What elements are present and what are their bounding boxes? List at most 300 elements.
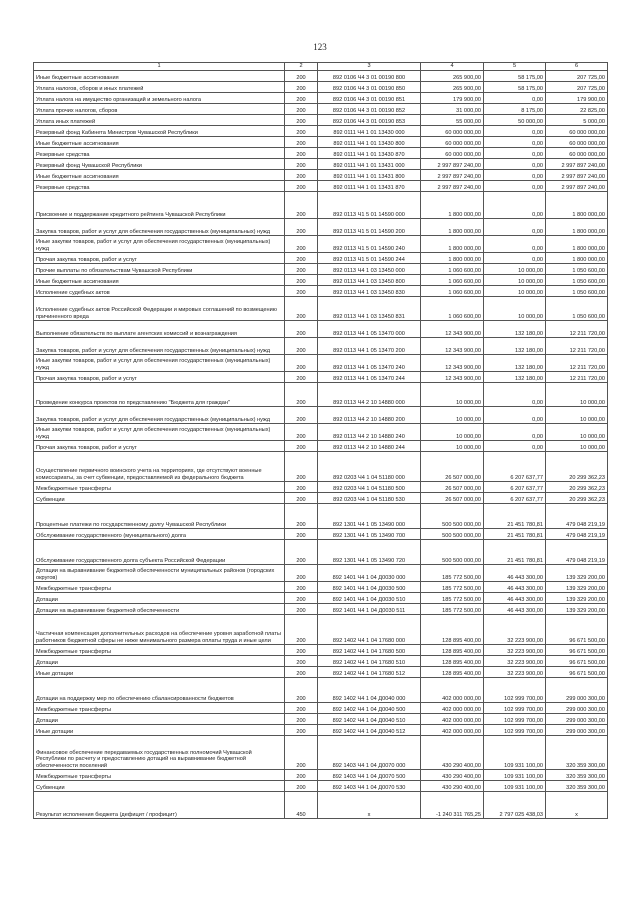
value-col4: 10 000,00 xyxy=(421,424,484,441)
line-code: 200 xyxy=(285,148,318,159)
value-col4: 26 507 000,00 xyxy=(421,493,484,504)
value-col4: 1 060 600,00 xyxy=(421,297,484,321)
classification-code: 892 0113 Ч4 2 10 14880 244 xyxy=(318,441,421,452)
page-number: 123 xyxy=(313,42,327,52)
value-col5: 109 931 100,00 xyxy=(484,736,546,770)
row-name: Межбюджетные трансферты xyxy=(34,703,285,714)
row-name: Закупка товаров, работ и услуг для обеспечения государственных (муниципальных) нужд xyxy=(34,407,285,424)
value-col5: 0,00 xyxy=(484,126,546,137)
table-row xyxy=(34,441,608,452)
classification-code: 892 0113 Ч4 1 05 13470 244 xyxy=(318,372,421,383)
row-name: Исполнение судебных актов Российской Федерации и мировых соглашений по возмещению причиненного вреда xyxy=(34,297,285,321)
value-col4: 60 000 000,00 xyxy=(421,126,484,137)
value-col4: 185 772 500,00 xyxy=(421,593,484,604)
value-col5: 102 999 700,00 xyxy=(484,725,546,736)
classification-code: 892 0111 Ч4 1 01 13430 000 xyxy=(318,126,421,137)
value-col6: 1 800 000,00 xyxy=(546,236,608,253)
value-col5: 58 175,00 xyxy=(484,71,546,82)
value-col4: 10 000,00 xyxy=(421,383,484,407)
classification-code: 892 0111 Ч4 1 01 13431 800 xyxy=(318,170,421,181)
value-col4: 1 060 600,00 xyxy=(421,286,484,297)
value-col5: 102 999 700,00 xyxy=(484,678,546,703)
value-col5: 32 223 900,00 xyxy=(484,645,546,656)
row-name: Иные бюджетные ассигнования xyxy=(34,71,285,82)
value-col4: 12 343 900,00 xyxy=(421,355,484,372)
value-col6: 207 725,00 xyxy=(546,71,608,82)
value-col5: 132 180,00 xyxy=(484,321,546,338)
value-col5: 102 999 700,00 xyxy=(484,703,546,714)
value-col6: 139 329 200,00 xyxy=(546,593,608,604)
row-name: Иные закупки товаров, работ и услуг для обеспечения государственных (муниципальных) нужд xyxy=(34,424,285,441)
value-col4: 60 000 000,00 xyxy=(421,137,484,148)
row-name: Межбюджетные трансферты xyxy=(34,645,285,656)
table-row xyxy=(34,192,608,219)
table-row xyxy=(34,275,608,286)
value-col6: 60 000 000,00 xyxy=(546,137,608,148)
classification-code: 892 1401 Ч4 1 04 Д0030 000 xyxy=(318,565,421,582)
value-col6: 299 000 300,00 xyxy=(546,725,608,736)
value-col6: 1 050 600,00 xyxy=(546,297,608,321)
table-row xyxy=(34,82,608,93)
value-col6: 139 329 200,00 xyxy=(546,565,608,582)
value-col6: 139 329 200,00 xyxy=(546,604,608,615)
value-col6: 1 800 000,00 xyxy=(546,219,608,236)
classification-code: 892 1403 Ч4 1 04 Д0070 500 xyxy=(318,770,421,781)
line-code: 200 xyxy=(285,615,318,645)
value-col5: 10 000,00 xyxy=(484,297,546,321)
table-row xyxy=(34,321,608,338)
table-row xyxy=(34,372,608,383)
table-row xyxy=(34,529,608,540)
classification-code: 892 1402 Ч4 1 04 Д0040 500 xyxy=(318,703,421,714)
value-col4: 430 290 400,00 xyxy=(421,781,484,792)
row-name: Прочие выплаты по обязательствам Чувашской Республики xyxy=(34,264,285,275)
row-name: Субвенции xyxy=(34,781,285,792)
classification-code: 892 1301 Ч4 1 05 13490 700 xyxy=(318,529,421,540)
row-name: Обслуживание государственного долга субъекта Российской Федерации xyxy=(34,540,285,565)
value-col5: 0,00 xyxy=(484,93,546,104)
table-row xyxy=(34,615,608,645)
table-row xyxy=(34,604,608,615)
row-name: Закупка товаров, работ и услуг для обеспечения государственных (муниципальных) нужд xyxy=(34,338,285,355)
line-code: 200 xyxy=(285,504,318,529)
value-col5: 46 443 300,00 xyxy=(484,604,546,615)
value-col4: 2 997 897 240,00 xyxy=(421,181,484,192)
table-row xyxy=(34,236,608,253)
line-code: 200 xyxy=(285,219,318,236)
value-col6: 10 000,00 xyxy=(546,407,608,424)
row-name: Дотации на выравнивание бюджетной обеспеченности муниципальных районов (городских округов) xyxy=(34,565,285,582)
classification-code: 892 0113 Ч1 5 01 14590 000 xyxy=(318,192,421,219)
line-code: 200 xyxy=(285,264,318,275)
row-name: Иные бюджетные ассигнования xyxy=(34,170,285,181)
row-name: Резервные средства xyxy=(34,181,285,192)
value-col4: 402 000 000,00 xyxy=(421,714,484,725)
classification-code: 892 0113 Ч1 5 01 14590 240 xyxy=(318,236,421,253)
value-col6: 299 000 300,00 xyxy=(546,703,608,714)
value-col4: 1 800 000,00 xyxy=(421,236,484,253)
classification-code: 892 0106 Ч4 3 01 00190 800 xyxy=(318,71,421,82)
line-code: 200 xyxy=(285,236,318,253)
row-name: Дотации xyxy=(34,714,285,725)
value-col4: 1 800 000,00 xyxy=(421,219,484,236)
line-code: 450 xyxy=(285,792,318,819)
classification-code: 892 0203 Ч4 1 04 51180 000 xyxy=(318,452,421,482)
value-col5: 0,00 xyxy=(484,424,546,441)
value-col6: 10 000,00 xyxy=(546,441,608,452)
row-name: Уплата налога на имущество организаций и земельного налога xyxy=(34,93,285,104)
line-code: 200 xyxy=(285,181,318,192)
row-name: Дотации на поддержку мер по обеспечению сбалансированности бюджетов xyxy=(34,678,285,703)
classification-code: 892 1403 Ч4 1 04 Д0070 530 xyxy=(318,781,421,792)
table-row xyxy=(34,540,608,565)
value-col6: 2 997 897 240,00 xyxy=(546,170,608,181)
value-col6: 96 671 500,00 xyxy=(546,667,608,678)
value-col6: 1 050 600,00 xyxy=(546,275,608,286)
value-col5: 46 443 300,00 xyxy=(484,593,546,604)
line-code: 200 xyxy=(285,297,318,321)
table-row xyxy=(34,452,608,482)
table-row xyxy=(34,137,608,148)
row-name: Прочая закупка товаров, работ и услуг xyxy=(34,253,285,264)
classification-code: 892 0113 Ч4 1 05 13470 240 xyxy=(318,355,421,372)
line-code: 200 xyxy=(285,253,318,264)
line-code: 200 xyxy=(285,452,318,482)
value-col4: 128 895 400,00 xyxy=(421,645,484,656)
value-col5: 46 443 300,00 xyxy=(484,582,546,593)
table-row xyxy=(34,286,608,297)
value-col6: 96 671 500,00 xyxy=(546,656,608,667)
line-code: 200 xyxy=(285,407,318,424)
classification-code: 892 1403 Ч4 1 04 Д0070 000 xyxy=(318,736,421,770)
line-code: 200 xyxy=(285,137,318,148)
table-row xyxy=(34,126,608,137)
row-name: Резервный фонд Кабинета Министров Чувашской Республики xyxy=(34,126,285,137)
value-col5: 0,00 xyxy=(484,219,546,236)
row-name: Резервный фонд Чувашской Республики xyxy=(34,159,285,170)
row-name: Результат исполнения бюджета (дефицит / профицит) xyxy=(34,792,285,819)
table-row xyxy=(34,181,608,192)
value-col5: 0,00 xyxy=(484,170,546,181)
column-header: 1 xyxy=(34,63,285,71)
line-code: 200 xyxy=(285,159,318,170)
table-row xyxy=(34,383,608,407)
table-row xyxy=(34,645,608,656)
row-name: Дотации xyxy=(34,593,285,604)
value-col6: 20 299 362,23 xyxy=(546,493,608,504)
classification-code: 892 1401 Ч4 1 04 Д0030 510 xyxy=(318,593,421,604)
classification-code: 892 0111 Ч4 1 01 13431 000 xyxy=(318,159,421,170)
table-row xyxy=(34,170,608,181)
value-col5: 132 180,00 xyxy=(484,372,546,383)
line-code: 200 xyxy=(285,678,318,703)
column-header: 5 xyxy=(484,63,546,71)
table-row xyxy=(34,219,608,236)
row-name: Иные закупки товаров, работ и услуг для обеспечения государственных (муниципальных) нужд xyxy=(34,355,285,372)
classification-code: 892 1301 Ч4 1 05 13490 720 xyxy=(318,540,421,565)
table-row xyxy=(34,253,608,264)
line-code: 200 xyxy=(285,338,318,355)
row-name: Межбюджетные трансферты xyxy=(34,582,285,593)
value-col6: 1 800 000,00 xyxy=(546,192,608,219)
table-row xyxy=(34,565,608,582)
table-row xyxy=(34,703,608,714)
value-col6: 1 800 000,00 xyxy=(546,253,608,264)
table-row xyxy=(34,781,608,792)
value-col6: 299 000 300,00 xyxy=(546,714,608,725)
line-code: 200 xyxy=(285,286,318,297)
line-code: 200 xyxy=(285,424,318,441)
value-col4: 265 900,00 xyxy=(421,71,484,82)
row-name: Резервные средства xyxy=(34,148,285,159)
classification-code: 892 1301 Ч4 1 05 13490 000 xyxy=(318,504,421,529)
classification-code: 892 0113 Ч4 2 10 14880 240 xyxy=(318,424,421,441)
classification-code: 892 0113 Ч4 1 03 13450 830 xyxy=(318,286,421,297)
line-code: 200 xyxy=(285,275,318,286)
value-col6: х xyxy=(546,792,608,819)
value-col6: 320 359 300,00 xyxy=(546,770,608,781)
line-code: 200 xyxy=(285,482,318,493)
line-code: 200 xyxy=(285,593,318,604)
row-name: Иные дотации xyxy=(34,667,285,678)
table-row xyxy=(34,338,608,355)
table-body xyxy=(34,71,608,819)
value-col6: 12 211 720,00 xyxy=(546,338,608,355)
value-col4: 128 895 400,00 xyxy=(421,667,484,678)
row-name: Проведение конкурса проектов по представлению "Бюджета для граждан" xyxy=(34,383,285,407)
line-code: 200 xyxy=(285,126,318,137)
row-name: Иные бюджетные ассигнования xyxy=(34,275,285,286)
classification-code: 892 0203 Ч4 1 04 51180 500 xyxy=(318,482,421,493)
classification-code: 892 0113 Ч4 1 03 13450 831 xyxy=(318,297,421,321)
table-row xyxy=(34,482,608,493)
value-col4: 31 000,00 xyxy=(421,104,484,115)
table-row xyxy=(34,355,608,372)
line-code: 200 xyxy=(285,383,318,407)
value-col4: 1 060 600,00 xyxy=(421,275,484,286)
value-col4: 26 507 000,00 xyxy=(421,482,484,493)
value-col4: 430 290 400,00 xyxy=(421,770,484,781)
value-col5: 8 175,00 xyxy=(484,104,546,115)
value-col4: 265 900,00 xyxy=(421,82,484,93)
line-code: 200 xyxy=(285,529,318,540)
table-row xyxy=(34,297,608,321)
value-col4: 500 500 000,00 xyxy=(421,504,484,529)
classification-code: 892 0113 Ч4 1 05 13470 200 xyxy=(318,338,421,355)
value-col6: 12 211 720,00 xyxy=(546,372,608,383)
classification-code: 892 0106 Ч4 3 01 00190 853 xyxy=(318,115,421,126)
classification-code: 892 0111 Ч4 1 01 13430 800 xyxy=(318,137,421,148)
value-col6: 479 048 219,19 xyxy=(546,529,608,540)
value-col6: 20 299 362,23 xyxy=(546,452,608,482)
table-row xyxy=(34,593,608,604)
value-col4: -1 240 311 765,25 xyxy=(421,792,484,819)
value-col6: 207 725,00 xyxy=(546,82,608,93)
value-col5: 21 451 780,81 xyxy=(484,540,546,565)
classification-code: 892 1402 Ч4 1 04 Д0040 000 xyxy=(318,678,421,703)
value-col5: 0,00 xyxy=(484,148,546,159)
row-name: Межбюджетные трансферты xyxy=(34,770,285,781)
row-name: Иные закупки товаров, работ и услуг для обеспечения государственных (муниципальных) нужд xyxy=(34,236,285,253)
value-col4: 2 997 897 240,00 xyxy=(421,159,484,170)
classification-code: 892 1402 Ч4 1 04 17680 500 xyxy=(318,645,421,656)
classification-code: 892 1402 Ч4 1 04 Д0040 512 xyxy=(318,725,421,736)
line-code: 200 xyxy=(285,192,318,219)
row-name: Дотации xyxy=(34,656,285,667)
table-row xyxy=(34,493,608,504)
row-name: Иные бюджетные ассигнования xyxy=(34,137,285,148)
value-col6: 179 900,00 xyxy=(546,93,608,104)
value-col6: 479 048 219,19 xyxy=(546,504,608,529)
row-name: Осуществление первичного воинского учета на территориях, где отсутствуют военные комиссариаты, за счет субвенции, предоставляемой из федерального бюджета xyxy=(34,452,285,482)
value-col6: 60 000 000,00 xyxy=(546,126,608,137)
classification-code: 892 1402 Ч4 1 04 Д0040 510 xyxy=(318,714,421,725)
value-col4: 128 895 400,00 xyxy=(421,656,484,667)
row-name: Дотации на выравнивание бюджетной обеспеченности xyxy=(34,604,285,615)
table-row xyxy=(34,104,608,115)
value-col5: 10 000,00 xyxy=(484,286,546,297)
value-col4: 402 000 000,00 xyxy=(421,725,484,736)
row-name: Уплата прочих налогов, сборов xyxy=(34,104,285,115)
row-name: Финансовое обеспечение передаваемых государственных полномочий Чувашской Республики по расчету и предоставлению дотаций на выравнивание бюджетной обеспеченности поселений xyxy=(34,736,285,770)
row-name: Прочая закупка товаров, работ и услуг xyxy=(34,441,285,452)
table-row xyxy=(34,407,608,424)
value-col4: 430 290 400,00 xyxy=(421,736,484,770)
value-col6: 1 050 600,00 xyxy=(546,286,608,297)
column-header: 6 xyxy=(546,63,608,71)
value-col4: 10 000,00 xyxy=(421,407,484,424)
value-col6: 10 000,00 xyxy=(546,383,608,407)
line-code: 200 xyxy=(285,656,318,667)
value-col5: 58 175,00 xyxy=(484,82,546,93)
classification-code: 892 0113 Ч4 1 03 13450 800 xyxy=(318,275,421,286)
classification-code: 892 1402 Ч4 1 04 17680 510 xyxy=(318,656,421,667)
row-name: Прочая закупка товаров, работ и услуг xyxy=(34,372,285,383)
line-code: 200 xyxy=(285,582,318,593)
value-col5: 0,00 xyxy=(484,383,546,407)
value-col6: 10 000,00 xyxy=(546,424,608,441)
column-header: 3 xyxy=(318,63,421,71)
line-code: 200 xyxy=(285,604,318,615)
row-name: Закупка товаров, работ и услуг для обеспечения государственных (муниципальных) нужд xyxy=(34,219,285,236)
value-col5: 0,00 xyxy=(484,181,546,192)
value-col6: 12 211 720,00 xyxy=(546,355,608,372)
value-col6: 320 359 300,00 xyxy=(546,781,608,792)
line-code: 200 xyxy=(285,703,318,714)
table-row xyxy=(34,678,608,703)
value-col6: 22 825,00 xyxy=(546,104,608,115)
classification-code: 892 1402 Ч4 1 04 17680 512 xyxy=(318,667,421,678)
classification-code: 892 0106 Ч4 3 01 00190 850 xyxy=(318,82,421,93)
table-row xyxy=(34,792,608,819)
line-code: 200 xyxy=(285,667,318,678)
classification-code: 892 0113 Ч4 2 10 14880 000 xyxy=(318,383,421,407)
value-col4: 1 800 000,00 xyxy=(421,253,484,264)
row-name: Присвоение и поддержание кредитного рейтинга Чувашской Республики xyxy=(34,192,285,219)
value-col5: 21 451 780,81 xyxy=(484,504,546,529)
value-col5: 32 223 900,00 xyxy=(484,656,546,667)
classification-code: 892 0203 Ч4 1 04 51180 530 xyxy=(318,493,421,504)
value-col5: 109 931 100,00 xyxy=(484,770,546,781)
value-col4: 10 000,00 xyxy=(421,441,484,452)
value-col5: 0,00 xyxy=(484,192,546,219)
value-col5: 102 999 700,00 xyxy=(484,714,546,725)
line-code: 200 xyxy=(285,71,318,82)
row-name: Уплата иных платежей xyxy=(34,115,285,126)
classification-code: 892 1401 Ч4 1 04 Д0030 500 xyxy=(318,582,421,593)
row-name: Межбюджетные трансферты xyxy=(34,482,285,493)
value-col6: 96 671 500,00 xyxy=(546,615,608,645)
value-col5: 6 207 637,77 xyxy=(484,493,546,504)
value-col5: 50 000,00 xyxy=(484,115,546,126)
line-code: 200 xyxy=(285,493,318,504)
value-col5: 46 443 300,00 xyxy=(484,565,546,582)
value-col4: 26 507 000,00 xyxy=(421,452,484,482)
classification-code: 892 0113 Ч4 1 05 13470 000 xyxy=(318,321,421,338)
line-code: 200 xyxy=(285,645,318,656)
line-code: 200 xyxy=(285,441,318,452)
column-header: 2 xyxy=(285,63,318,71)
line-code: 200 xyxy=(285,372,318,383)
value-col4: 1 060 600,00 xyxy=(421,264,484,275)
table-header-row xyxy=(34,63,608,71)
value-col6: 60 000 000,00 xyxy=(546,148,608,159)
value-col6: 1 050 600,00 xyxy=(546,264,608,275)
row-name: Уплата налогов, сборов и иных платежей xyxy=(34,82,285,93)
line-code: 200 xyxy=(285,770,318,781)
value-col6: 2 997 897 240,00 xyxy=(546,159,608,170)
value-col6: 20 299 362,23 xyxy=(546,482,608,493)
line-code: 200 xyxy=(285,781,318,792)
classification-code: 892 0113 Ч1 5 01 14590 244 xyxy=(318,253,421,264)
value-col6: 320 359 300,00 xyxy=(546,736,608,770)
classification-code: 892 0111 Ч4 1 01 13431 870 xyxy=(318,181,421,192)
line-code: 200 xyxy=(285,321,318,338)
table-row xyxy=(34,264,608,275)
line-code: 200 xyxy=(285,714,318,725)
value-col4: 60 000 000,00 xyxy=(421,148,484,159)
value-col4: 55 000,00 xyxy=(421,115,484,126)
classification-code: 892 0113 Ч4 2 10 14880 200 xyxy=(318,407,421,424)
value-col4: 185 772 500,00 xyxy=(421,604,484,615)
value-col4: 2 997 897 240,00 xyxy=(421,170,484,181)
value-col5: 0,00 xyxy=(484,137,546,148)
row-name: Обслуживание государственного (муниципального) долга xyxy=(34,529,285,540)
value-col5: 6 207 637,77 xyxy=(484,452,546,482)
value-col6: 2 997 897 240,00 xyxy=(546,181,608,192)
line-code: 200 xyxy=(285,540,318,565)
value-col4: 185 772 500,00 xyxy=(421,582,484,593)
table-row xyxy=(34,714,608,725)
table-row xyxy=(34,656,608,667)
table-row xyxy=(34,148,608,159)
value-col5: 10 000,00 xyxy=(484,264,546,275)
row-name: Иные дотации xyxy=(34,725,285,736)
table-row xyxy=(34,736,608,770)
table-row xyxy=(34,582,608,593)
value-col4: 1 800 000,00 xyxy=(421,192,484,219)
column-header: 4 xyxy=(421,63,484,71)
classification-code: 892 1402 Ч4 1 04 17680 000 xyxy=(318,615,421,645)
row-name: Процентные платежи по государственному долгу Чувашской Республики xyxy=(34,504,285,529)
value-col5: 0,00 xyxy=(484,236,546,253)
value-col4: 500 500 000,00 xyxy=(421,540,484,565)
value-col4: 500 500 000,00 xyxy=(421,529,484,540)
value-col4: 128 895 400,00 xyxy=(421,615,484,645)
classification-code: 892 1401 Ч4 1 04 Д0030 511 xyxy=(318,604,421,615)
line-code: 200 xyxy=(285,170,318,181)
value-col5: 0,00 xyxy=(484,407,546,424)
